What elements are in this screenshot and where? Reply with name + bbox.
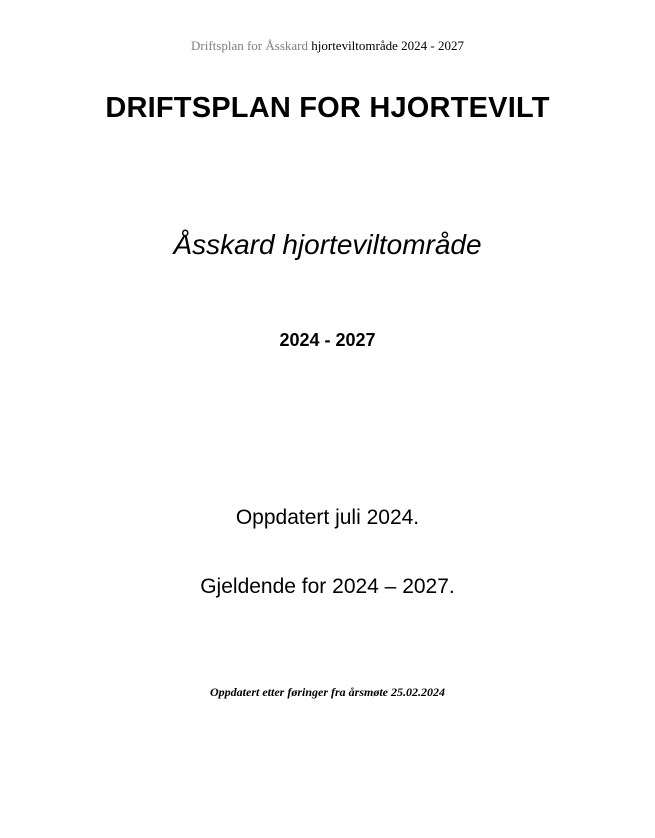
area-name: Åsskard hjorteviltområde	[173, 229, 482, 260]
validity-statement: Gjeldende for 2024 – 2027.	[200, 575, 455, 598]
update-note: Oppdatert etter føringer fra årsmøte 25.02.2024	[210, 685, 445, 699]
updated-statement: Oppdatert juli 2024.	[235, 506, 420, 529]
running-header	[0, 38, 655, 54]
running-header-prefix: Driftsplan for Åsskard	[191, 38, 308, 53]
running-header-suffix: hjorteviltområde 2024 - 2027	[311, 38, 464, 53]
plan-period: 2024 - 2027	[279, 330, 376, 350]
document-title: DRIFTSPLAN FOR HJORTEVILT	[105, 92, 550, 124]
